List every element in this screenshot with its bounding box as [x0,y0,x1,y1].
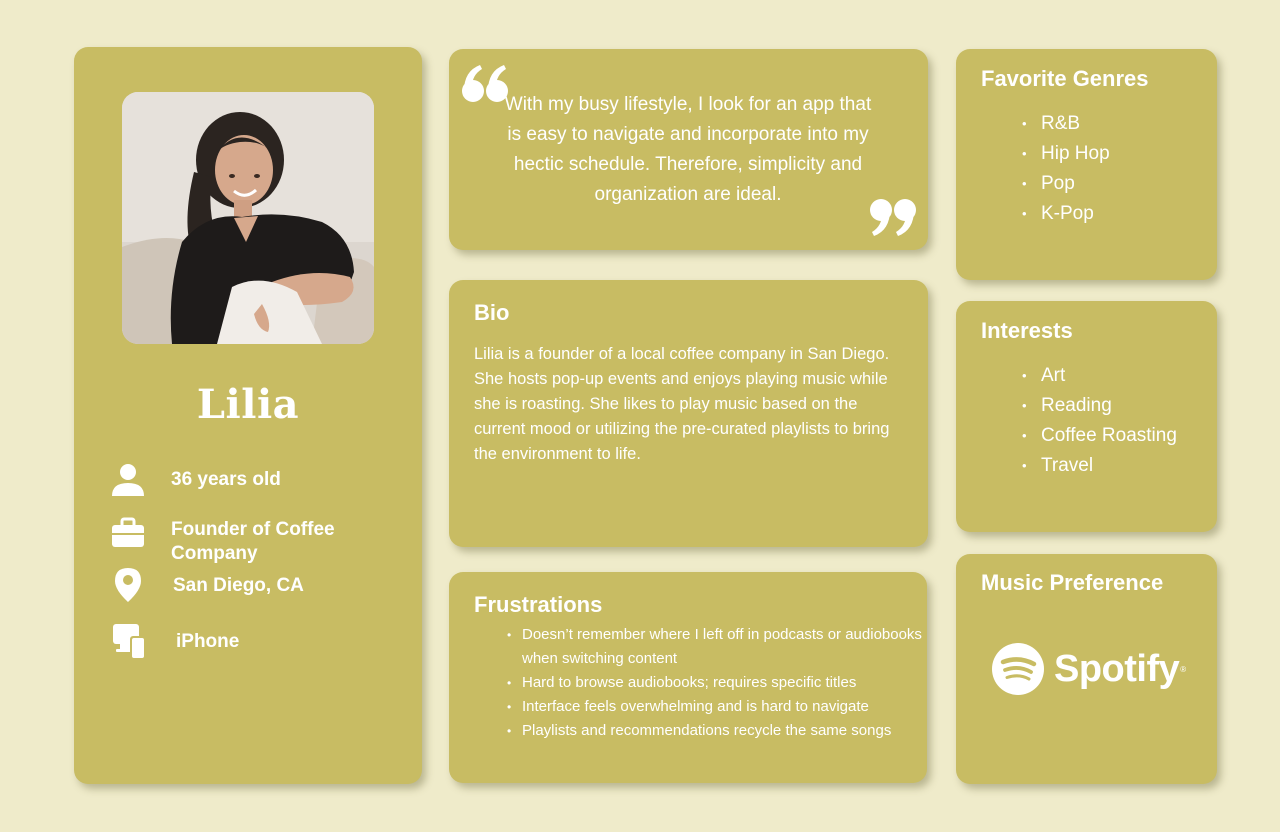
briefcase-icon [108,513,148,553]
age-row [108,460,281,500]
interests-list [1022,361,1177,481]
frustrations-list [507,623,922,743]
list-item: • Pop [1022,169,1110,199]
list-item: • Hip Hop [1022,139,1110,169]
list-item: • Reading [1022,391,1177,421]
genres-card [956,49,1217,280]
list-item: • R&B [1022,109,1110,139]
profile-photo [122,92,374,344]
bio-title: Bio [474,300,510,325]
occupation-row [108,513,371,566]
quote-close-icon [870,198,916,236]
genres-title: Favorite Genres [981,66,1149,91]
person-icon [108,460,148,500]
list-item: • Playlists and recommendations recycle the same songs [507,719,922,743]
registered-mark: ® [1180,664,1187,674]
location-row [108,565,304,605]
frustrations-title: Frustrations [474,592,603,617]
list-item: • Hard to browse audiobooks; requires specific titles [507,671,922,695]
list-item: • Travel [1022,451,1177,481]
persona-name: Lilia [196,381,300,428]
quote-text: With my busy lifestyle, I look for an app that is easy to navigate and incorporate into my hectic schedule. Therefore, simplicity and organization are ideal. [504,94,872,205]
age-text: 36 years old [171,469,281,490]
bio-text: Lilia is a founder of a local coffee company in San Diego. She hosts pop-up events and enjoys playing music while she is roasting. She likes to play music based on the current mood or utilizing the pre-curated playlists to bring the environment to life. [474,345,890,463]
profile-card [74,47,422,784]
interests-card [956,301,1217,532]
spotify-wordmark: Spotify [1054,647,1180,690]
list-item: • K-Pop [1022,199,1110,229]
list-item: • Art [1022,361,1177,391]
list-item: • Coffee Roasting [1022,421,1177,451]
location-pin-icon [108,565,148,605]
devices-icon [108,621,148,661]
device-row [108,621,239,661]
list-item: • Doesn’t remember where I left off in podcasts or audiobooks when switching content [507,623,922,671]
list-item: • Interface feels overwhelming and is hard to navigate [507,695,922,719]
occupation-text: Founder of Coffee Company [171,519,335,564]
device-text: iPhone [176,631,240,652]
bio-card [449,280,928,547]
genres-list [1022,109,1110,229]
spotify-logo-icon [992,643,1044,695]
spotify-logo [992,643,1186,695]
frustrations-card [449,572,927,783]
music-card [956,554,1217,784]
quote-card [449,49,928,250]
location-text: San Diego, CA [173,575,304,596]
interests-title: Interests [981,318,1073,343]
music-title: Music Preference [981,570,1164,595]
